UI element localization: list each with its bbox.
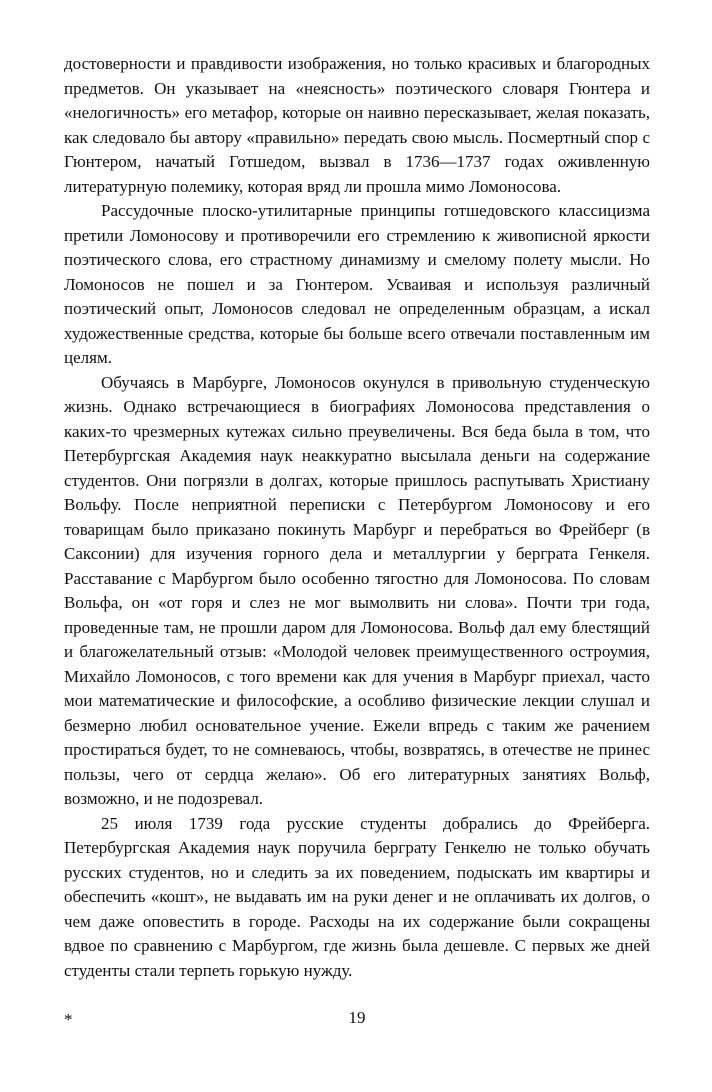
paragraph-1: достоверности и правдивости изображения, но только красивых и благородных предметов. Он указывает на «неясность» поэтического словаря Гюнтера и «нелогичность» его метафор, которые он наивно пересказывает, желая показать, как следовало бы автору «правильно» передать свою мысль. Посмертный спор с Гюнтером, начатый Готшедом, вызвал в 1736—1737 годах оживленную литературную полемику, которая вряд ли прошла мимо Ломоносова. xyxy=(64,54,650,196)
page-number: 19 xyxy=(348,1008,366,1027)
paragraph-4: 25 июля 1739 года русские студенты добрались до Фрейберга. Петербургская Академия наук поручила берграту Генкелю не только обучать русских студентов, но и следить за их поведением, подыскать им квартиры и обеспечить «кошт», не выдавать им на руки денег и не оплачивать их долгов, о чем даже оповестить в городе. Расходы на их содержание были сокращены вдвое по сравнению с Марбургом, где жизнь была дешевле. С первых же дней студенты стали терпеть горькую нужду. xyxy=(64,813,650,980)
signature-mark: * xyxy=(64,1010,73,1029)
paragraph-3: Обучаясь в Марбурге, Ломоносов окунулся в привольную студенческую жизнь. Однако встречающиеся в биографиях Ломоносова представления о каких-то чрезмерных кутежах сильно преувеличены. Вся беда была в том, что Петербургская Академия наук неаккуратно высылала деньги на содержание студентов. Они погрязли в долгах, которые пришлось распутывать Христиану Вольфу. После неприятной переписки с Петербургом Ломоносову и его товарищам было приказано покинуть Марбург и перебраться во Фрейберг (в Саксонии) для изучения горного дела и металлургии у берграта Генкеля. Расставание с Марбургом было особенно тягостно для Ломоносова. По словам Вольфа, он «от горя и слез не мог вымолвить ни слова». Почти три года, проведенные там, не прошли даром для Ломоносова. Вольф дал ему блестящий и благожелательный отзыв: «Молодой человек преимущественного остроумия, Михайло Ломоносов, с того времени как для учения в Марбург приехал, часто мои математические и философские, а особливо физические лекции слушал и безмерно любил основательное учение. Ежели впредь с таким же рачением простираться будет, то не сомневаюсь, чтобы, возвратясь, в отечестве не принес пользы, чего от сердца желаю». Об его литературных занятиях Вольф, возможно, и не подозревал. xyxy=(64,372,650,808)
paragraph-2: Рассудочные плоско-утилитарные принципы готшедовского классицизма претили Ломоносову и противоречили его стремлению к живописной яркости поэтического слова, его страстному динамизму и смелому полету мысли. Но Ломоносов не пошел и за Гюнтером. Усваивая и используя различный поэтический опыт, Ломоносов следовал не определенным образцам, а искал художественные средства, которые бы больше всего отвечали поставленным им целям. xyxy=(64,201,650,367)
page-footer xyxy=(64,1008,650,1034)
page-body xyxy=(64,52,650,983)
